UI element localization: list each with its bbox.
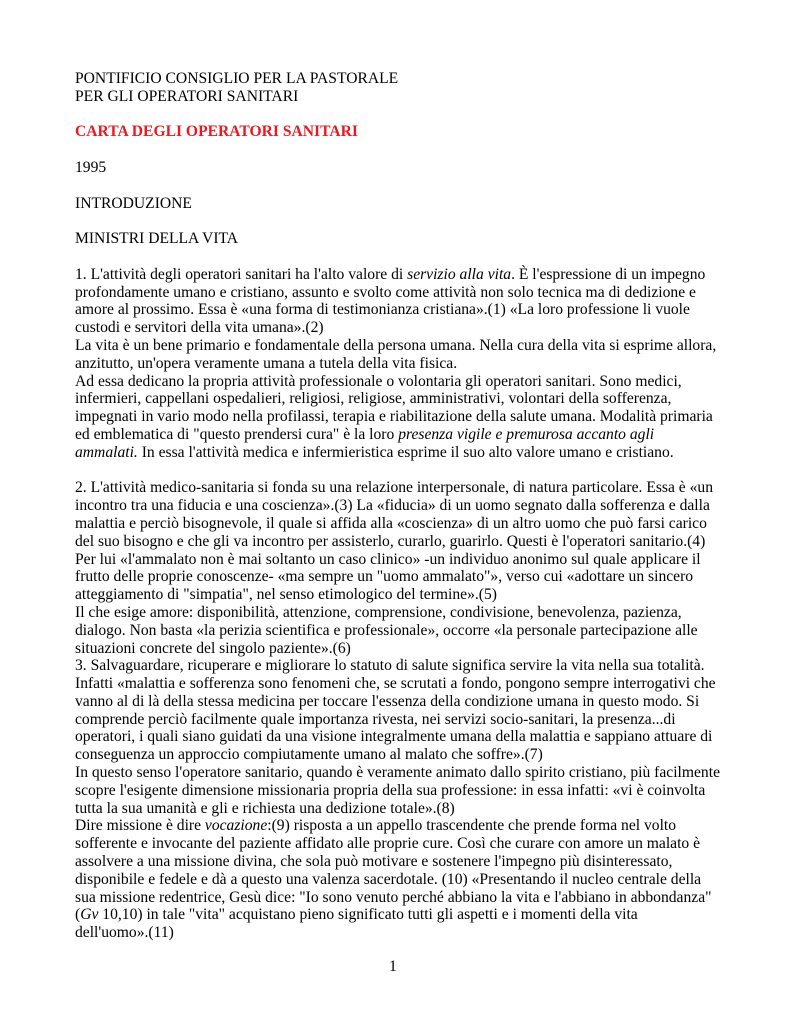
document-title: CARTA DEGLI OPERATORI SANITARI [75, 123, 358, 141]
text-line [75, 355, 735, 373]
text-run: impegnati in vario modo nella profilassi, terapia e riabilitazione della salute umana. Modalità primaria [75, 408, 713, 426]
text-line [75, 337, 735, 355]
text-line [75, 551, 735, 569]
text-line [75, 835, 735, 853]
text-line [75, 693, 735, 711]
text-run: disponibile e fedele e dà a questo una valenza sacerdotale. (10) «Presentando il nucleo centrale della [75, 870, 702, 888]
text-run: 2. L'attività medico-sanitaria si fonda su una relazione interpersonale, di natura particolare. Essa è «un [75, 479, 714, 497]
text-run: atteggiamento di "simpatia", nel senso etimologico del termine».(5) [75, 586, 497, 604]
spacer [75, 106, 735, 124]
italic-text: Gv [80, 906, 99, 924]
text-line [75, 871, 735, 889]
text-line [75, 711, 735, 729]
text-run: infermieri, cappellani ospedalieri, religiosi, religiose, amministrativi, volontari della sofferenza, [75, 390, 672, 408]
italic-text: servizio alla vita [407, 265, 512, 283]
text-line [75, 515, 735, 533]
body-text [75, 266, 735, 942]
text-line [75, 444, 735, 462]
text-run: ed emblematica di "questo prendersi cura" è la loro [75, 425, 399, 443]
text-line [75, 604, 735, 622]
text-run: del suo bisogno e che gli va incontro per assisterlo, curarlo, guarirlo. Questi è l'operatori sanitario.(4) [75, 532, 706, 550]
text-run: :(9) risposta a un appello trascendente che prende forma nel volto [267, 817, 677, 835]
text-run: scopre l'esigente dimensione missionaria propria della sua professione: in essa infatti: «vi è coinvolta [75, 781, 706, 799]
text-line [75, 853, 735, 871]
text-run: In questo senso l'operatore sanitario, quando è veramente animato dallo spirito cristiano, più facilmente [75, 764, 720, 782]
organization-line-2: PER GLI OPERATORI SANITARI [75, 87, 299, 105]
document-year: 1995 [75, 158, 107, 176]
text-line [75, 266, 735, 284]
organization-line-1: PONTIFICIO CONSIGLIO PER LA PASTORALE [75, 70, 399, 87]
text-run: Ad essa dedicano la propria attività professionale o volontaria gli operatori sanitari. Sono medici, [75, 372, 682, 390]
text-line [75, 390, 735, 408]
text-line [75, 426, 735, 444]
text-run: profondamente umano e cristiano, assunto e svolto come attività non solo tecnica ma di dedizione e [75, 283, 696, 301]
text-run: . È l'espressione di un impegno [511, 265, 706, 283]
text-line [75, 319, 735, 337]
spacer [75, 141, 735, 159]
spacer [75, 177, 735, 195]
text-run: 3. Salvaguardare, ricuperare e migliorare lo statuto di salute significa servire la vita nella sua totalità. [75, 657, 705, 675]
text-line [75, 373, 735, 391]
text-run: anzitutto, un'opera veramente umana a tutela della vita fisica. [75, 354, 458, 372]
text-run: dell'uomo».(11) [75, 924, 174, 942]
italic-text: ammalati. [75, 443, 138, 461]
text-line [75, 924, 735, 942]
text-run: situazioni concrete del singolo paziente».(6) [75, 639, 351, 657]
text-run: Dire missione è dire [75, 817, 205, 835]
text-run: comprende perciò facilmente quale importanza rivesta, nei servizi socio-sanitari, la presenza...di [75, 710, 676, 728]
text-line [75, 817, 735, 835]
text-line [75, 728, 735, 746]
text-line [75, 657, 735, 675]
text-run: operatori, i quali siano guidati da una visione integralmente umana della malattia e sappiano attuare di [75, 728, 713, 746]
text-line [75, 906, 735, 924]
text-run: custodi e servitori della vita umana».(2) [75, 319, 324, 337]
text-line [75, 800, 735, 818]
text-line [75, 586, 735, 604]
text-line [75, 479, 735, 497]
text-line [75, 889, 735, 907]
text-run: sofferente e invocante del paziente affidato alle proprie cure. Così che curare con amore un malato è [75, 835, 701, 853]
text-run: tutta la sua umanità e gli e richiesta una dedizione totale».(8) [75, 799, 455, 817]
text-run: 10,10) in tale "vita" acquistano pieno significato tutti gli aspetti e i momenti della vita [98, 906, 638, 924]
text-run: Infatti «malattia e sofferenza sono fenomeni che, se scrutati a fondo, pongono sempre interrogativi che [75, 675, 716, 693]
text-run: In essa l'attività medica e infermieristica esprime il suo alto valore umano e cristiano. [137, 443, 674, 461]
text-run: amore al prossimo. Essa è «una forma di testimonianza cristiana».(1) «La loro professione li vuole [75, 301, 690, 319]
text-line [75, 764, 735, 782]
document-page [75, 70, 735, 942]
text-run: dialogo. Non basta «la perizia scientifica e professionale», occorre «la personale partecipazione alle [75, 621, 698, 639]
text-line [75, 301, 735, 319]
text-run: Il che esige amore: disponibilità, attenzione, comprensione, condivisione, benevolenza, pazienza, [75, 603, 682, 621]
paragraph-gap [75, 462, 735, 480]
text-run: 1. L'attività degli operatori sanitari ha l'alto valore di [75, 265, 408, 283]
text-run: malattia e perciò bisognevole, il quale si affida alla «coscienza» di un altro uomo che può farsi carico [75, 514, 707, 532]
italic-text: presenza vigile e premurosa accanto agli [398, 425, 655, 443]
text-line [75, 408, 735, 426]
spacer [75, 212, 735, 230]
text-line [75, 568, 735, 586]
italic-text: vocazione [204, 817, 268, 835]
text-run: vanno al di là della stessa medicina per toccare l'essenza della condizione umana in questo modo. Si [75, 692, 700, 710]
text-run: assolvere a una missione divina, che sola può motivare e sostenere l'impegno più disinteressato, [75, 853, 673, 871]
text-run: sua missione redentrice, Gesù dice: "Io sono venuto perché abbiano la vita e l'abbiano in abbondanza" [75, 888, 712, 906]
page-number: 1 [389, 958, 397, 975]
text-run: incontro tra una fiducia e una coscienza».(3) La «fiducia» di un uomo segnato dalla sofferenza e dalla [75, 497, 710, 515]
text-line [75, 675, 735, 693]
text-line [75, 640, 735, 658]
text-line [75, 284, 735, 302]
text-line [75, 533, 735, 551]
text-run: La vita è un bene primario e fondamentale della persona umana. Nella cura della vita si esprime allora, [75, 336, 717, 354]
text-line [75, 746, 735, 764]
subsection-heading: MINISTRI DELLA VITA [75, 230, 239, 248]
spacer [75, 248, 735, 266]
text-run: ( [75, 906, 81, 924]
text-line [75, 497, 735, 515]
text-run: Per lui «l'ammalato non è mai soltanto un caso clinico» -un individuo anonimo sul quale applicare il [75, 550, 701, 568]
section-heading: INTRODUZIONE [75, 194, 192, 212]
text-line [75, 782, 735, 800]
text-line [75, 622, 735, 640]
text-run: frutto delle proprie conoscenze- «ma sempre un "uomo ammalato"», verso cui «adottare un sincero [75, 568, 694, 586]
text-run: conseguenza un approccio compiutamente umano al malato che soffre».(7) [75, 746, 543, 764]
